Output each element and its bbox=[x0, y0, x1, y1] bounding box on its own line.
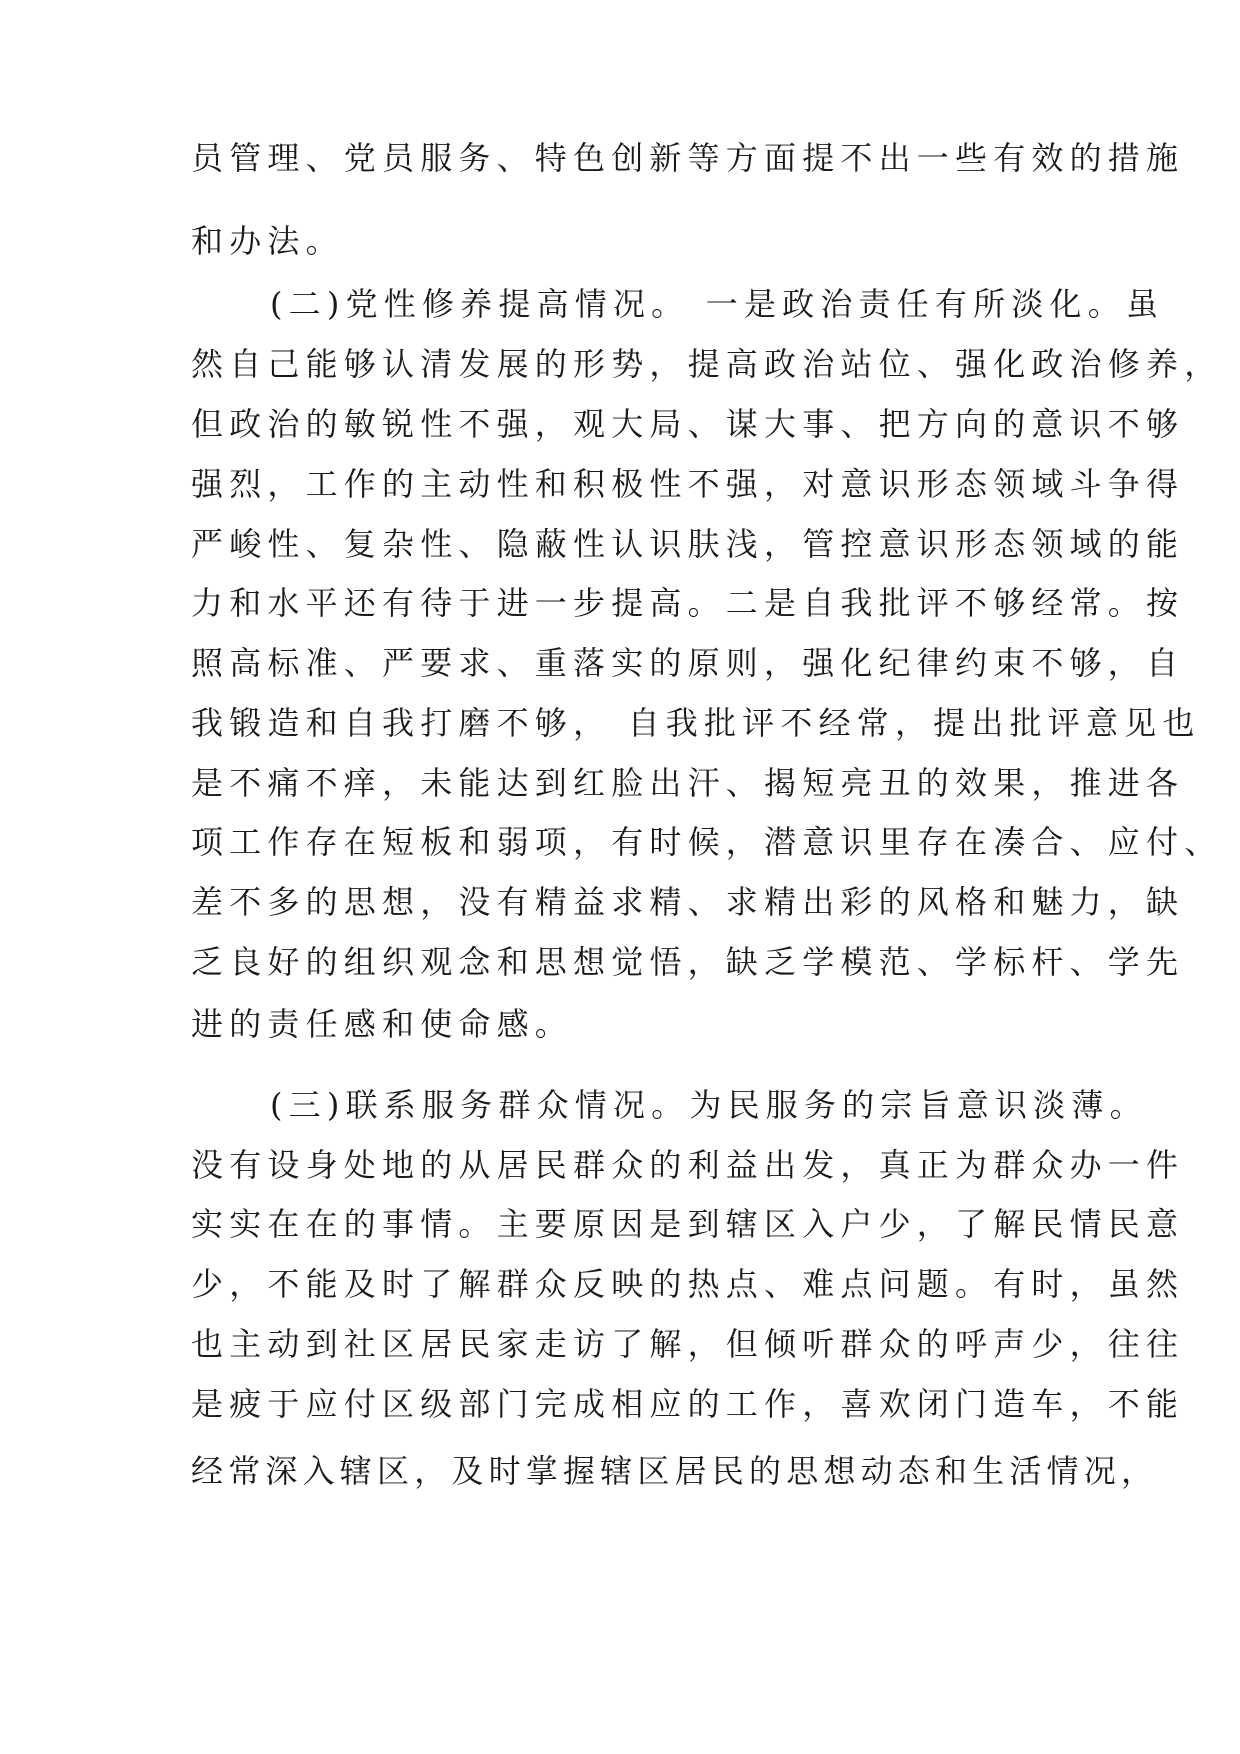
text-line-10: 我锻造和自我打磨不够， 自我批评不经常，提出批评意见也 bbox=[191, 704, 1201, 742]
text-line-19: 少，不能及时了解群众反映的热点、难点问题。有时，虽然 bbox=[191, 1265, 1185, 1303]
text-line-5: 但政治的敏锐性不强，观大局、谋大事、把方向的意识不够 bbox=[191, 405, 1185, 443]
text-line-17: 没有设身处地的从居民群众的利益出发，真正为群众办一件 bbox=[191, 1146, 1185, 1184]
text-line-21: 是疲于应付区级部门完成相应的工作，喜欢闭门造车，不能 bbox=[191, 1385, 1185, 1423]
text-line-7: 严峻性、复杂性、隐蔽性认识肤浅，管控意识形态领域的能 bbox=[191, 525, 1185, 563]
text-line-12: 项工作存在短板和弱项，有时候，潜意识里存在凑合、应付、 bbox=[191, 823, 1223, 861]
text-line-6: 强烈，工作的主动性和积极性不强，对意识形态领域斗争得 bbox=[191, 465, 1185, 503]
text-line-11: 是不痛不痒，未能达到红脸出汗、揭短亮丑的效果，推进各 bbox=[191, 764, 1185, 802]
text-line-14: 乏良好的组织观念和思想觉悟，缺乏学模范、学标杆、学先 bbox=[191, 943, 1185, 981]
text-line-8: 力和水平还有待于进一步提高。二是自我批评不够经常。按 bbox=[191, 584, 1185, 622]
text-line-4: 然自己能够认清发展的形势，提高政治站位、强化政治修养， bbox=[191, 345, 1223, 383]
text-line-13: 差不多的思想，没有精益求精、求精出彩的风格和魅力，缺 bbox=[191, 883, 1185, 921]
text-line-15: 进的责任感和使命感。 bbox=[191, 1005, 574, 1043]
text-line-22: 经常深入辖区，及时掌握辖区居民的思想动态和生活情况， bbox=[191, 1452, 1159, 1490]
section-heading-2: (二)党性修养提高情况。 一是政治责任有所淡化。虽 bbox=[270, 285, 1165, 323]
text-line-18: 实实在在的事情。主要原因是到辖区入户少，了解民情民意 bbox=[191, 1205, 1185, 1243]
text-line-2: 和办法。 bbox=[191, 222, 344, 260]
text-line-9: 照高标准、严要求、重落实的原则，强化纪律约束不够，自 bbox=[191, 644, 1185, 682]
text-line-20: 也主动到社区居民家走访了解，但倾听群众的呼声少，往往 bbox=[191, 1325, 1185, 1363]
section-heading-3: (三)联系服务群众情况。为民服务的宗旨意识淡薄。 bbox=[270, 1086, 1148, 1124]
text-line-1: 员管理、党员服务、特色创新等方面提不出一些有效的措施 bbox=[191, 139, 1185, 177]
